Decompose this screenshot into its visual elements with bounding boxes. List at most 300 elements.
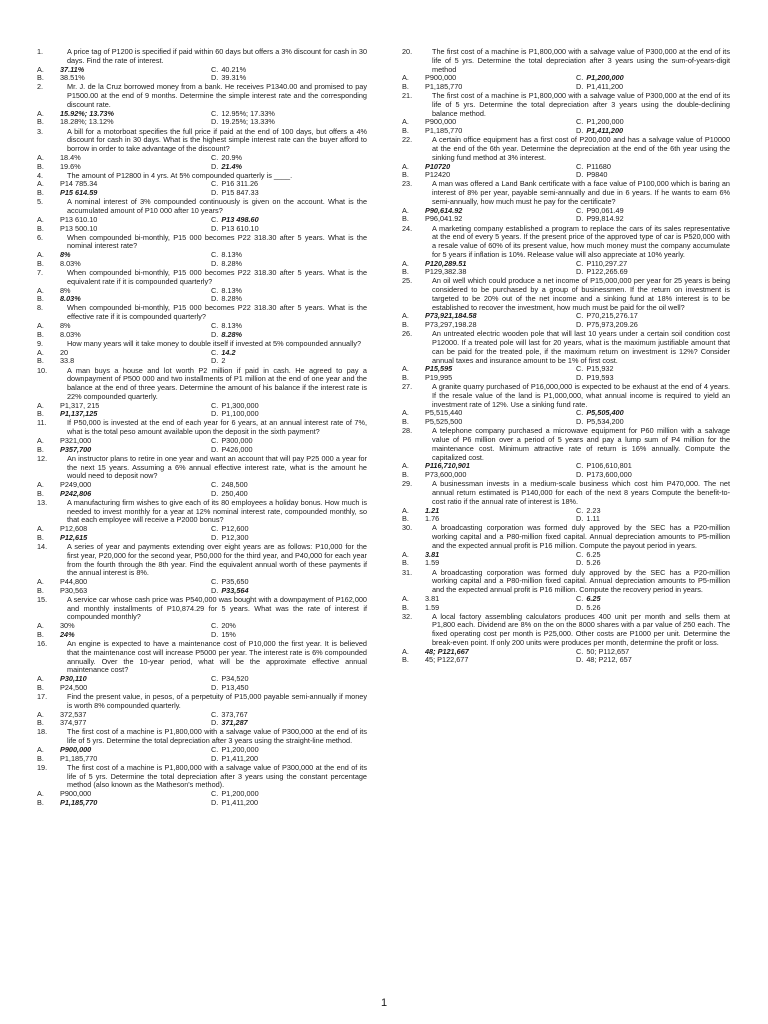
question-item <box>402 427 730 480</box>
question-text-block <box>402 277 730 312</box>
option-letter: B. <box>37 73 44 83</box>
answer-options <box>402 163 730 181</box>
question-text: A marketing company established a program to replace the cars of its sales representative at the end of every 5 years. If the present price of the approved type of car is P520,000 with a resale value of 60% of its present value, how much money must the company accumulate for 5 years if inflation is 10%. Release value will also appreciate at 10% yearly. <box>432 223 730 259</box>
option-value: P1,411,200 <box>586 126 624 136</box>
option-value: P12,608 <box>60 524 88 534</box>
option-letter: A. <box>37 709 44 719</box>
option-letter: D. <box>211 585 219 595</box>
option-value: P99,814.92 <box>586 214 624 224</box>
option-letter: D. <box>211 161 219 171</box>
answer-options <box>37 675 367 693</box>
question-item <box>37 728 367 763</box>
option-value: 5.26 <box>586 558 601 568</box>
option-value: 8% <box>60 250 71 260</box>
option-value: 48; P212, 657 <box>586 655 632 665</box>
option-value: 8.03% <box>60 294 81 304</box>
option-value: P110,297.27 <box>586 258 628 268</box>
option-value: 2 <box>221 356 226 366</box>
option-letter: A. <box>37 674 44 684</box>
option-value: P12,300 <box>221 532 249 542</box>
option-value: 12.95%; 17.33% <box>221 108 275 118</box>
question-text: When compounded bi-monthly, P15 000 becomes P22 318.30 after 5 years. What is the equivalent rate if it is compounded quarterly? <box>67 268 367 286</box>
option-letter: C. <box>576 161 584 171</box>
question-text: A price tag of P1200 is specified if paid within 60 days but offers a 3% discount for cash in 30 days. Find the rate of interest. <box>67 47 367 65</box>
option-letter: A. <box>402 205 409 215</box>
option-letter: A. <box>37 214 44 224</box>
question-text-block <box>37 367 367 402</box>
question-number: 23. <box>402 179 413 189</box>
option-letter: A. <box>37 577 44 587</box>
option-value: 8% <box>60 285 71 295</box>
option-letter: D. <box>211 629 219 639</box>
option-value: P5,505,400 <box>586 408 624 418</box>
option-value: 21.4% <box>221 161 243 171</box>
option-value: P13 498.60 <box>221 214 259 224</box>
question-text: How many years will it take money to double itself if invested at 5% compounded annually? <box>67 338 362 348</box>
option-letter: B. <box>402 602 409 612</box>
option-letter: C. <box>576 205 584 215</box>
option-letter: A. <box>402 364 409 374</box>
option-letter: C. <box>211 577 219 587</box>
option-letter: C. <box>576 258 584 268</box>
option-value: P13 500.10 <box>60 223 98 233</box>
question-text: A series of year and payments extending over eight years are as follows: P10,000 for the first year, P20,000 for the second year, P50,000 for the third year, and P40,000 for each year from the fourth through the 8th year. Find the equivalent annual worth of these payments if the annual interest is 8%. <box>67 542 367 578</box>
question-text: A man was offered a Land Bank certificate with a face value of P100,000 which is baring an interest of 8% per year, payable semi-annually and due in 6 years. If he wants to earn 6% semi-annually, how much must he pay for the certificate? <box>432 179 730 206</box>
option-letter: B. <box>402 214 409 224</box>
question-text-block <box>37 48 367 66</box>
question-text: Mr. J. de la Cruz borrowed money from a bank. He receives P1340.00 and promised to pay P1500.00 at the end of 9 months. Determine the simple interest rate and the corresponding discount rate. <box>67 82 367 109</box>
question-text-block <box>37 640 367 675</box>
option-value: P15 614.59 <box>60 188 98 198</box>
option-letter: A. <box>402 258 409 268</box>
option-letter: D. <box>211 294 219 304</box>
question-item <box>37 198 367 233</box>
question-number: 31. <box>402 567 413 577</box>
option-value: 50; P112,657 <box>586 646 630 656</box>
question-text-block <box>402 613 730 648</box>
question-number: 9. <box>37 338 44 348</box>
option-value: 8.28% <box>221 329 243 339</box>
option-value: 3.81 <box>425 593 440 603</box>
option-letter: D. <box>576 417 584 427</box>
question-number: 15. <box>37 594 48 604</box>
option-value: P900,000 <box>60 789 92 799</box>
option-letter: D. <box>211 718 219 728</box>
option-value: P426,000 <box>221 444 253 454</box>
option-value: P1,185,770 <box>60 753 98 763</box>
option-value: P30,110 <box>60 674 87 684</box>
option-value: 30% <box>60 621 75 631</box>
option-value: P96,041.92 <box>425 214 463 224</box>
question-number: 24. <box>402 223 413 233</box>
option-letter: C. <box>576 593 584 603</box>
answer-options <box>37 349 367 367</box>
option-letter: C. <box>211 400 219 410</box>
option-letter: A. <box>402 73 409 83</box>
option-value: P34,520 <box>221 674 249 684</box>
option-letter: A. <box>37 64 44 74</box>
page-number: 1 <box>380 997 388 1009</box>
option-value: P1,317, 215 <box>60 400 100 410</box>
option-letter: B. <box>37 294 44 304</box>
question-text-block <box>402 48 730 74</box>
option-value: P1,185,770 <box>425 126 463 136</box>
option-letter: B. <box>402 373 409 383</box>
option-value: P129,382.38 <box>425 267 467 277</box>
option-value: P14 785.34 <box>60 179 98 189</box>
option-value: P300,000 <box>221 435 253 445</box>
option-value: P12,600 <box>221 524 249 534</box>
option-letter: C. <box>576 311 584 321</box>
option-letter: D. <box>211 329 219 339</box>
option-letter: B. <box>37 258 44 268</box>
question-text-block <box>37 764 367 790</box>
option-value: 250,400 <box>221 488 248 498</box>
question-text: When compounded bi-monthly, P15 000 becomes P22 318.30 after 5 years. What is the effective rate if it is compounded quarterly? <box>67 303 367 322</box>
option-letter: D. <box>211 258 219 268</box>
answer-options <box>402 118 730 136</box>
question-text-block <box>402 427 730 462</box>
option-value: 3.81 <box>425 549 440 559</box>
option-value: 1.59 <box>425 558 440 568</box>
option-value: P122,265.69 <box>586 267 628 277</box>
option-letter: A. <box>37 152 44 162</box>
option-letter: A. <box>402 161 409 171</box>
question-text-block <box>37 728 367 746</box>
option-letter: B. <box>402 126 409 136</box>
option-value: 24% <box>60 629 75 639</box>
option-value: 37.11% <box>60 64 85 74</box>
option-value: P120,289.51 <box>425 258 467 268</box>
question-text: A local factory assembling calculators produces 400 unit per month and sells them at P1,800 each. Dividend are 8% on the on the 8000 shares with a par value of 250 each. The fixed operating cost per month is P25,000. Other costs are P1000 per unit. Determine the break-even point. If only 200 units were produces per month, determine the profit or loss. <box>432 611 730 647</box>
question-text-block <box>402 180 730 206</box>
question-item <box>402 330 730 383</box>
option-value: P242,806 <box>60 488 92 498</box>
option-letter: A. <box>402 593 409 603</box>
question-item <box>37 543 367 596</box>
option-letter: C. <box>576 461 584 471</box>
option-letter: A. <box>402 549 409 559</box>
question-text-block <box>402 524 730 550</box>
question-text: A nominal interest of 3% compounded continuously is given on the account. What is the accumulated amount of P10 000 after 10 years? <box>67 197 367 216</box>
answer-options <box>37 402 367 420</box>
option-value: P1,100,000 <box>221 409 259 419</box>
question-text: A service car whose cash price was P540,000 was bought with a downpayment of P162,000 and monthly installments of P10,874.29 for 5 years. What was the rate of interest if compounded monthly? <box>67 594 367 622</box>
option-letter: C. <box>576 73 584 83</box>
option-letter: B. <box>37 161 44 171</box>
answer-options <box>37 711 367 729</box>
question-item <box>37 304 367 339</box>
question-text: A businessman invests in a medium-scale business which cost him P470,000. The net annual return estimated is P140,000 for each of the next 8 years Compute the benefit-to-cost ratio if the annual rate of interest is 18%. <box>432 479 730 506</box>
option-letter: A. <box>37 400 44 410</box>
question-number: 27. <box>402 382 413 392</box>
option-value: P73,600,000 <box>425 470 467 480</box>
option-letter: C. <box>576 364 584 374</box>
option-value: P73,297,198.28 <box>425 320 477 330</box>
question-item <box>37 48 367 83</box>
option-letter: B. <box>402 82 409 91</box>
question-number: 32. <box>402 611 413 621</box>
option-value: P1,185,770 <box>425 82 463 91</box>
question-text: An oil well which could produce a net income of P15,000,000 per year for 25 years is being considered to be purchased by a group of businessmen. If the return on investment is targeted to be 20% out of the net income and a sinking fund at 18% interest is to be established to recover the investment, how much must be paid for the oil well? <box>432 276 730 312</box>
option-letter: D. <box>576 602 584 612</box>
option-letter: C. <box>211 347 219 357</box>
option-letter: A. <box>402 117 409 127</box>
option-value: P12420 <box>425 170 451 180</box>
option-value: 18.28%; 13.12% <box>60 117 114 127</box>
option-letter: D. <box>211 409 219 419</box>
option-letter: A. <box>402 461 409 471</box>
question-item <box>37 693 367 728</box>
option-letter: A. <box>37 524 44 534</box>
question-number: 17. <box>37 692 48 701</box>
question-text: When compounded bi-monthly, P15 000 becomes P22 318.30 after 5 years. What is the nominal interest rate? <box>67 232 367 251</box>
question-text: The first cost of a machine is P1,800,000 with a salvage value of P300,000 at the end of its life of 5 yrs. Determine the total depreciation after 3 years using the straight-line method. <box>67 727 367 746</box>
question-text: The first cost of a machine is P1,800,000 with a salvage value of P300,000 at the end of its life of 5 yrs. Determine the total depreciation after 3 years using the double-declining balance method. <box>432 91 730 118</box>
question-number: 25. <box>402 276 413 286</box>
option-value: P33,564 <box>221 585 249 595</box>
option-letter: D. <box>576 267 584 277</box>
option-letter: A. <box>37 108 44 118</box>
option-value: P173,600,000 <box>586 470 632 480</box>
option-letter: D. <box>211 797 219 807</box>
option-value: P900,000 <box>60 744 92 754</box>
question-number: 16. <box>37 639 48 649</box>
option-value: P75,973,209.26 <box>586 320 638 330</box>
question-item <box>402 383 730 427</box>
option-value: P106,610,801 <box>586 461 632 471</box>
option-letter: B. <box>402 417 409 427</box>
answer-options <box>37 66 367 84</box>
option-letter: D. <box>211 356 219 366</box>
answer-options <box>402 260 730 278</box>
question-number: 21. <box>402 91 413 101</box>
option-value: P900,000 <box>425 117 457 127</box>
question-number: 29. <box>402 479 413 489</box>
question-item <box>402 48 730 92</box>
option-value: P1,200,000 <box>586 73 624 83</box>
question-text-block <box>37 269 367 287</box>
question-item <box>402 277 730 330</box>
option-value: P1,411,200 <box>221 753 259 763</box>
answer-options <box>402 207 730 225</box>
option-value: 8.13% <box>221 250 243 260</box>
option-value: P15 847.33 <box>221 188 259 198</box>
option-value: P5,515,440 <box>425 408 463 418</box>
question-number: 28. <box>402 426 413 436</box>
question-item <box>37 640 367 693</box>
question-text-block <box>402 92 730 118</box>
option-value: P35,650 <box>221 577 249 587</box>
question-text-block <box>37 128 367 154</box>
answer-options <box>37 287 367 305</box>
option-letter: A. <box>37 789 44 799</box>
option-value: P30,563 <box>60 585 88 595</box>
option-value: 18.4% <box>60 152 81 162</box>
option-value: 371,287 <box>221 718 248 728</box>
option-value: P1,300,000 <box>221 400 259 410</box>
option-value: 15% <box>221 629 236 639</box>
option-value: 19.25%; 13.33% <box>221 117 275 127</box>
question-number: 26. <box>402 329 413 339</box>
answer-options <box>37 180 367 198</box>
option-letter: D. <box>211 223 219 233</box>
option-letter: C. <box>576 646 584 656</box>
option-value: P357,700 <box>60 444 92 454</box>
answer-options <box>37 746 367 764</box>
option-value: 20.9% <box>221 152 243 162</box>
question-text: A manufacturing firm wishes to give each of its 80 employees a holiday bonus. How much is needed to invest monthly for a year at 12% nominal interest rate, compounded monthly, so that each employee will receive a P2000 bonus? <box>67 497 367 525</box>
question-item <box>37 419 367 454</box>
answer-options <box>402 312 730 330</box>
option-value: 8.03% <box>60 329 81 339</box>
question-number: 7. <box>37 268 44 278</box>
option-value: P44,800 <box>60 577 88 587</box>
option-letter: B. <box>37 188 44 198</box>
question-item <box>37 83 367 127</box>
option-value: P12,615 <box>60 532 88 542</box>
option-letter: D. <box>211 532 219 542</box>
option-value: P16 311.26 <box>221 179 259 189</box>
option-letter: B. <box>37 117 44 127</box>
right-column <box>402 48 730 666</box>
option-letter: D. <box>211 73 219 83</box>
question-text-block <box>37 693 367 711</box>
answer-options <box>402 507 730 525</box>
answer-options <box>402 409 730 427</box>
option-letter: B. <box>37 753 44 763</box>
option-value: P1,200,000 <box>586 117 624 127</box>
option-value: P249,000 <box>60 480 92 490</box>
option-letter: C. <box>211 285 219 295</box>
option-letter: C. <box>211 480 219 490</box>
option-value: 48; P121,667 <box>425 646 469 656</box>
question-text-block <box>402 480 730 506</box>
option-value: P321,000 <box>60 435 92 445</box>
option-value: 6.25 <box>586 549 601 559</box>
question-text-block <box>37 340 367 349</box>
option-letter: B. <box>37 329 44 339</box>
option-letter: D. <box>211 188 219 198</box>
option-value: 1.59 <box>425 602 440 612</box>
option-letter: C. <box>211 621 219 631</box>
question-number: 3. <box>37 126 44 136</box>
option-letter: D. <box>576 126 584 136</box>
option-value: P90,061.49 <box>586 205 624 215</box>
option-value: P19,995 <box>425 373 453 383</box>
question-number: 18. <box>37 727 48 737</box>
question-text-block <box>37 83 367 109</box>
question-text-block <box>402 136 730 162</box>
question-item <box>37 367 367 420</box>
option-letter: C. <box>211 744 219 754</box>
option-letter: B. <box>37 585 44 595</box>
option-value: P900,000 <box>425 73 457 83</box>
question-number: 6. <box>37 232 44 242</box>
answer-option <box>562 656 732 665</box>
option-value: 372,537 <box>60 709 87 719</box>
question-text: Find the present value, in pesos, of a perpetuity of P15,000 payable semi-annually if money is worth 8% compounded quarterly. <box>67 692 367 710</box>
option-value: 374,977 <box>60 718 87 728</box>
option-letter: B. <box>402 558 409 568</box>
answer-options <box>37 578 367 596</box>
option-value: P24,500 <box>60 682 88 692</box>
question-text: An engine is expected to have a maintenance cost of P10,000 the first year. It is believed that the maintenance cost will increase P5000 per year. The interest rate is 6% compounded annually. Over the 10-year period, what will be the approximate effective annual maintenance cost? <box>67 639 367 675</box>
option-letter: B. <box>402 267 409 277</box>
option-value: 6.25 <box>586 593 601 603</box>
option-letter: A. <box>402 408 409 418</box>
question-number: 22. <box>402 135 413 145</box>
option-value: 1.21 <box>425 505 440 515</box>
option-letter: A. <box>37 179 44 189</box>
question-text: A granite quarry purchased of P16,000,000 is expected to be exhaust at the end of 4 years. If the resale value of the land is P1,000,000, what annual income is required to yield an investment rate of 12%. Use a sinking fund rate. <box>432 382 730 409</box>
option-letter: B. <box>37 718 44 728</box>
option-value: P13 610.10 <box>60 214 98 224</box>
question-number: 20. <box>402 47 413 56</box>
question-text-block <box>37 419 367 437</box>
option-value: 20% <box>221 621 236 631</box>
option-letter: A. <box>402 311 409 321</box>
question-number: 2. <box>37 82 44 92</box>
question-text: A broadcasting corporation was formed duly approved by the SEC has a P20-million working capital and a P80-million fixed capital. Annual depreciation amounts to P5-million and the expected annual profit is P16 million. Compute the recovery period in years. <box>432 567 730 595</box>
option-letter: A. <box>402 505 409 515</box>
question-number: 14. <box>37 542 48 552</box>
option-letter: C. <box>211 152 219 162</box>
option-value: P1,411,200 <box>586 82 624 91</box>
question-text-block <box>402 383 730 409</box>
option-letter: C. <box>576 549 584 559</box>
option-letter: D. <box>211 682 219 692</box>
question-text: A certain office equipment has a first cost of P200,000 and has a salvage value of P10000 at the end of the 6th year. Determine the depreciation at the end of the 6th year using the sinking fund method at 3% interest. <box>432 135 730 162</box>
question-text: A telephone company purchased a microwave equipment for P60 million with a salvage value of P6 million over a period of 5 years and pay a lump sum of P4 million for the maintenance cost. Minimum attractive rate of return is 16% annually. Compute the capitalized cost. <box>432 426 730 462</box>
question-item <box>37 234 367 269</box>
option-letter: B. <box>37 356 44 366</box>
option-value: 45; P122,677 <box>425 655 469 665</box>
option-value: P5,525,500 <box>425 417 463 427</box>
option-value: P9840 <box>586 170 608 180</box>
answer-option <box>197 799 367 808</box>
option-letter: C. <box>211 320 219 330</box>
option-letter: A. <box>37 250 44 260</box>
question-text: A broadcasting corporation was formed duly approved by the SEC has a P20-million working capital and a P80-million fixed capital. Annual depreciation amounts to P5-million and the expected annual profit is P16 million. Compute the payout period in years. <box>432 523 730 550</box>
question-item <box>37 340 367 366</box>
option-letter: C. <box>211 789 219 799</box>
option-value: P15,932 <box>586 364 614 374</box>
answer-options <box>37 110 367 128</box>
option-letter: A. <box>37 480 44 490</box>
option-value: 39.31% <box>221 73 247 83</box>
option-letter: C. <box>211 214 219 224</box>
option-value: P19,593 <box>586 373 614 383</box>
option-value: P13,450 <box>221 682 249 692</box>
option-value: 19.6% <box>60 161 81 171</box>
option-value: 1.11 <box>586 514 600 524</box>
option-letter: B. <box>402 514 409 524</box>
question-item <box>37 455 367 499</box>
option-letter: C. <box>211 250 219 260</box>
answer-options <box>37 322 367 340</box>
question-item <box>37 128 367 172</box>
option-value: P15,595 <box>425 364 453 374</box>
question-item <box>402 524 730 568</box>
option-letter: B. <box>37 444 44 454</box>
option-letter: A. <box>37 347 44 357</box>
option-letter: C. <box>211 709 219 719</box>
question-item <box>402 180 730 224</box>
question-number: 10. <box>37 365 48 375</box>
question-number: 1. <box>37 47 44 56</box>
option-value: 20 <box>60 347 69 357</box>
